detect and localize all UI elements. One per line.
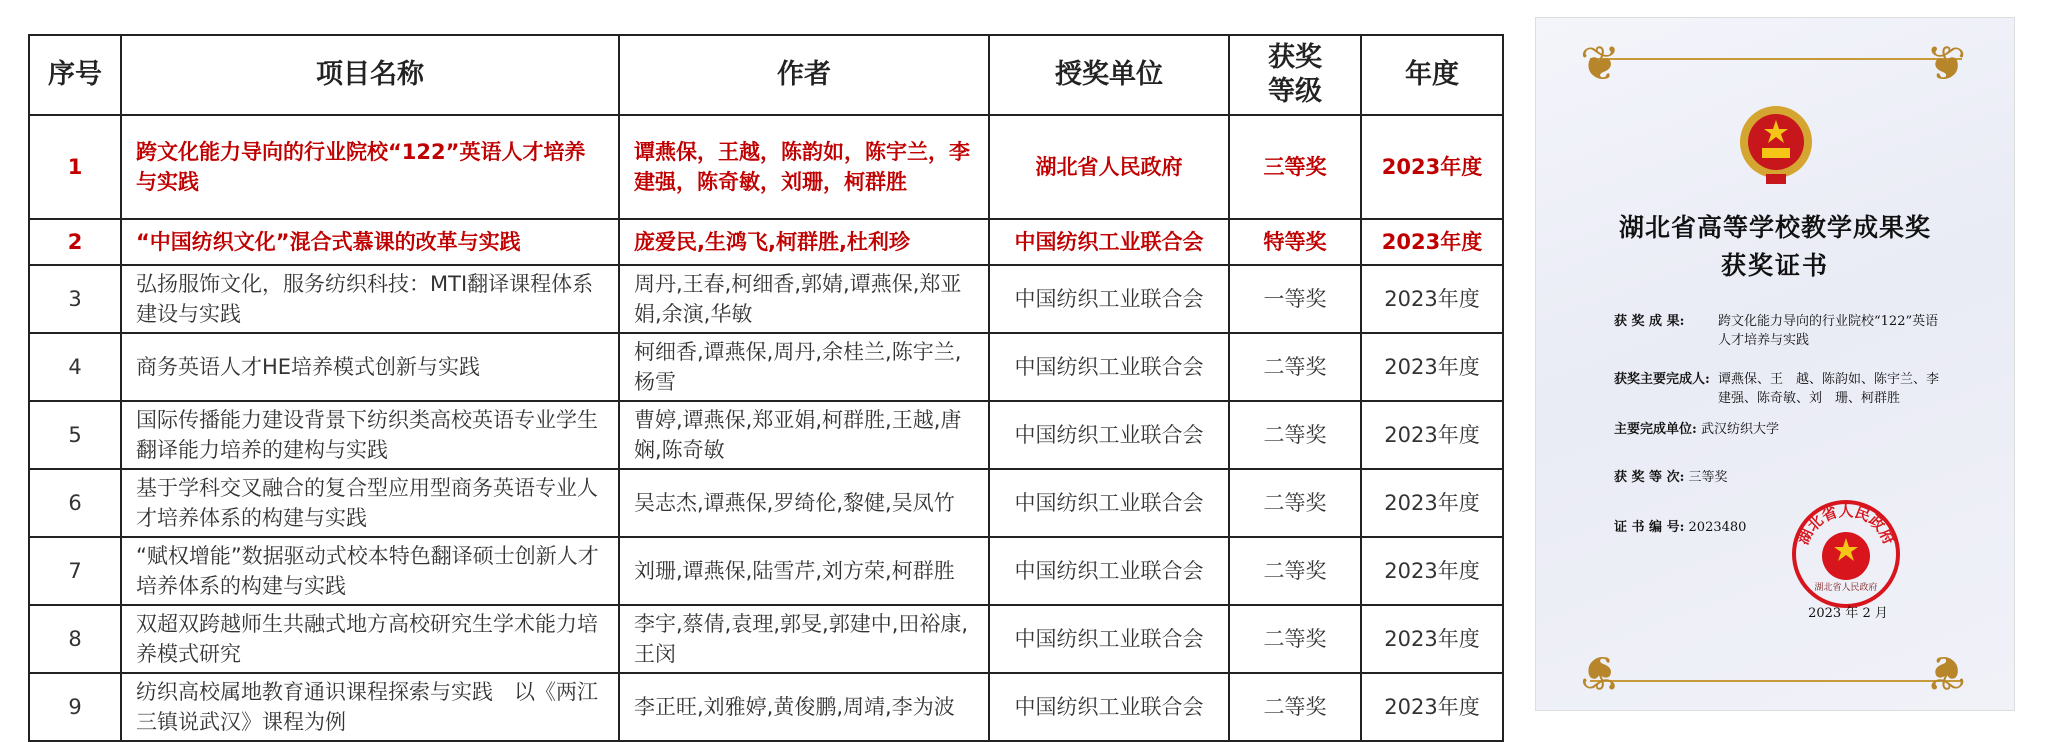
field-achievement-label: 获 奖 成 果:: [1614, 314, 1685, 329]
field-unit-value: 武汉纺织大学: [1700, 422, 1779, 437]
cell-authors: 李正旺,刘雅婷,黄俊鹏,周靖,李为波: [619, 673, 989, 741]
cell-year: 2023年度: [1361, 265, 1503, 333]
field-cert-no: [1614, 518, 1746, 537]
award-certificate: [1536, 18, 2014, 710]
cell-year: 2023年度: [1361, 333, 1503, 401]
certificate-date: 2023 年 2 月: [1808, 606, 1888, 621]
cell-award-unit: 中国纺织工业联合会: [989, 673, 1229, 741]
cell-authors: 李宇,蔡倩,袁理,郭旻,郭建中,田裕康,王闵: [619, 605, 989, 673]
cell-authors: 刘珊,谭燕保,陆雪芹,刘方荣,柯群胜: [619, 537, 989, 605]
seal-subtext: 湖北省人民政府: [1814, 583, 1878, 593]
header-authors: 作者: [619, 35, 989, 115]
cell-year: 2023年度: [1361, 115, 1503, 219]
table-row: [29, 265, 1503, 333]
header-award-unit: 授奖单位: [989, 35, 1229, 115]
field-achievement-value: 跨文化能力导向的行业院校“122”英语人才培养与实践: [1718, 314, 1939, 348]
cell-year: 2023年度: [1361, 673, 1503, 741]
awards-table: [28, 34, 1504, 742]
official-seal-icon: [1790, 498, 1902, 610]
cell-award-level: 二等奖: [1229, 469, 1361, 537]
table-row: [29, 469, 1503, 537]
field-level: [1614, 468, 1728, 487]
cell-award-level: 二等奖: [1229, 673, 1361, 741]
cell-authors: 庞爱民,生鸿飞,柯群胜,杜利珍: [619, 219, 989, 265]
cell-award-unit: 中国纺织工业联合会: [989, 401, 1229, 469]
ornament-bottom-left-icon: ❦: [1580, 644, 1621, 700]
field-unit-label: 主要完成单位:: [1614, 422, 1697, 437]
field-completers-label: 获奖主要完成人:: [1614, 372, 1710, 387]
table-row: [29, 115, 1503, 219]
cell-year: 2023年度: [1361, 605, 1503, 673]
cell-award-unit: 中国纺织工业联合会: [989, 537, 1229, 605]
header-project-name: 项目名称: [121, 35, 619, 115]
cell-award-level: 二等奖: [1229, 605, 1361, 673]
cell-project-name: 国际传播能力建设背景下纺织类高校英语专业学生翻译能力培养的建构与实践: [121, 401, 619, 469]
cell-award-unit: 中国纺织工业联合会: [989, 265, 1229, 333]
field-cert-no-value: 2023480: [1688, 520, 1747, 535]
ornament-top-right-icon: ❦: [1926, 36, 1967, 92]
table-row: [29, 333, 1503, 401]
cell-year: 2023年度: [1361, 537, 1503, 605]
cell-year: 2023年度: [1361, 401, 1503, 469]
certificate-subtitle: 获奖证书: [1720, 251, 1829, 280]
cell-award-unit: 中国纺织工业联合会: [989, 469, 1229, 537]
header-no: 序号: [29, 35, 121, 115]
cell-project-name: 基于学科交叉融合的复合型应用型商务英语专业人才培养体系的构建与实践: [121, 469, 619, 537]
cell-award-unit: 中国纺织工业联合会: [989, 333, 1229, 401]
cell-award-level: 二等奖: [1229, 401, 1361, 469]
cell-authors: 柯细香,谭燕保,周丹,余桂兰,陈宇兰,杨雪: [619, 333, 989, 401]
national-emblem-icon: [1736, 102, 1816, 186]
cell-no: 1: [29, 115, 121, 219]
cell-no: 5: [29, 401, 121, 469]
table-row: [29, 219, 1503, 265]
table-header-row: [29, 35, 1503, 115]
cell-no: 4: [29, 333, 121, 401]
field-level-label: 获 奖 等 次:: [1614, 470, 1685, 485]
cell-award-unit: 中国纺织工业联合会: [989, 219, 1229, 265]
header-award-level: [1229, 35, 1361, 115]
cell-award-level: 二等奖: [1229, 537, 1361, 605]
header-year: 年度: [1361, 35, 1503, 115]
cell-year: 2023年度: [1361, 469, 1503, 537]
cell-no: 7: [29, 537, 121, 605]
cell-project-name: 跨文化能力导向的行业院校“122”英语人才培养与实践: [121, 115, 619, 219]
header-award-level-text: 获奖 等级: [1268, 42, 1322, 107]
certificate-title: 湖北省高等学校教学成果奖: [1618, 213, 1931, 242]
certificate-border-bottom: [1590, 680, 1962, 682]
cell-no: 3: [29, 265, 121, 333]
table-row: [29, 401, 1503, 469]
certificate-border-top: [1590, 58, 1962, 60]
cell-award-level: 二等奖: [1229, 333, 1361, 401]
table-row: [29, 537, 1503, 605]
table-row: [29, 673, 1503, 741]
field-completers: [1614, 370, 1954, 408]
cell-authors: 曹婷,谭燕保,郑亚娟,柯群胜,王越,唐娴,陈奇敏: [619, 401, 989, 469]
field-unit: [1614, 420, 1779, 439]
field-level-value: 三等奖: [1688, 470, 1728, 485]
cell-award-level: 一等奖: [1229, 265, 1361, 333]
cell-year: 2023年度: [1361, 219, 1503, 265]
cell-project-name: 商务英语人才HE培养模式创新与实践: [121, 333, 619, 401]
field-achievement: [1614, 312, 1954, 350]
cell-authors: 吴志杰,谭燕保,罗绮伦,黎健,吴凤竹: [619, 469, 989, 537]
cell-award-unit: 湖北省人民政府: [989, 115, 1229, 219]
cell-award-level: 三等奖: [1229, 115, 1361, 219]
cell-project-name: “赋权增能”数据驱动式校本特色翻译硕士创新人才培养体系的构建与实践: [121, 537, 619, 605]
cell-no: 2: [29, 219, 121, 265]
cell-project-name: 弘扬服饰文化，服务纺织科技：MTI翻译课程体系建设与实践: [121, 265, 619, 333]
cell-no: 8: [29, 605, 121, 673]
seal-text: 湖北省人民政府: [1793, 502, 1899, 548]
cell-project-name: 纺织高校属地教育通识课程探索与实践 以《两江三镇说武汉》课程为例: [121, 673, 619, 741]
ornament-bottom-right-icon: ❦: [1926, 644, 1967, 700]
table-row: [29, 605, 1503, 673]
cell-project-name: 双超双跨越师生共融式地方高校研究生学术能力培养模式研究: [121, 605, 619, 673]
cell-no: 6: [29, 469, 121, 537]
cell-no: 9: [29, 673, 121, 741]
cell-award-unit: 中国纺织工业联合会: [989, 605, 1229, 673]
ornament-top-left-icon: ❦: [1580, 36, 1621, 92]
cell-award-level: 特等奖: [1229, 219, 1361, 265]
cell-authors: 谭燕保，王越，陈韵如，陈宇兰，李建强，陈奇敏，刘珊，柯群胜: [619, 115, 989, 219]
cell-authors: 周丹,王春,柯细香,郭婧,谭燕保,郑亚娟,余演,华敏: [619, 265, 989, 333]
field-completers-value: 谭燕保、王 越、陈韵如、陈宇兰、李建强、陈奇敏、刘 珊、柯群胜: [1718, 372, 1940, 406]
cell-project-name: “中国纺织文化”混合式慕课的改革与实践: [121, 219, 619, 265]
field-cert-no-label: 证 书 编 号:: [1614, 520, 1685, 535]
